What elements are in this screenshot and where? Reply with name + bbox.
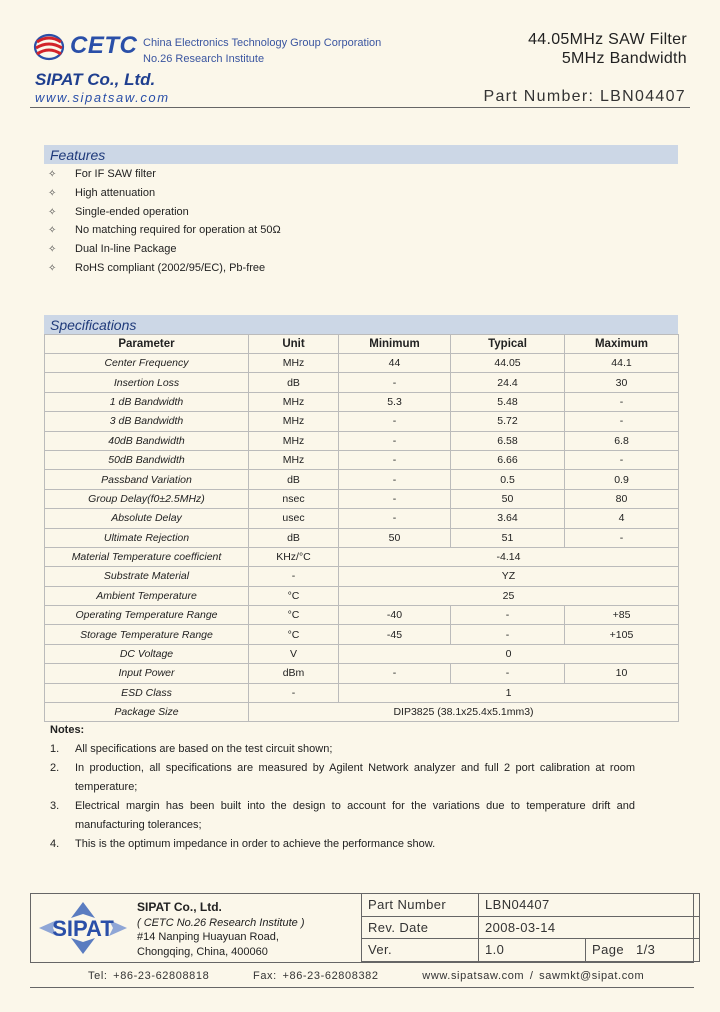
feature-item: ✧ No matching required for operation at 50Ω <box>48 221 281 240</box>
ver-value: 1.0 <box>479 939 586 962</box>
specifications-heading: Specifications <box>44 315 678 334</box>
part-number-label: Part Number <box>362 894 479 917</box>
table-cell: DC Voltage <box>45 644 249 663</box>
table-cell: Package Size <box>45 703 249 722</box>
table-cell: 5.48 <box>451 392 565 411</box>
table-cell: Material Temperature coefficient <box>45 547 249 566</box>
sipat-logo-text: SIPAT <box>52 916 114 941</box>
company-name: SIPAT Co., Ltd. <box>35 70 156 89</box>
fax-number: Fax: +86-23-62808382 <box>253 970 379 982</box>
col-maximum: Maximum <box>565 335 679 354</box>
part-number-header: Part Number: LBN04407 <box>483 88 686 105</box>
table-cell: 0.9 <box>565 470 679 489</box>
table-cell: Passband Variation <box>45 470 249 489</box>
table-cell: °C <box>249 606 339 625</box>
table-row <box>45 664 679 683</box>
website-link[interactable]: www.sipatsaw.com <box>35 90 170 105</box>
table-cell: DIP3825 (38.1x25.4x5.1mm3) <box>249 703 679 722</box>
table-row <box>45 450 679 469</box>
table-row <box>45 606 679 625</box>
table-cell: Center Frequency <box>45 354 249 373</box>
diamond-bullet-icon: ✧ <box>48 244 57 256</box>
ver-label: Ver. <box>362 939 479 962</box>
table-row <box>45 625 679 644</box>
contact-line <box>88 970 644 982</box>
table-cell: Ultimate Rejection <box>45 528 249 547</box>
table-cell: 1 dB Bandwidth <box>45 392 249 411</box>
table-cell: Storage Temperature Range <box>45 625 249 644</box>
table-cell: Operating Temperature Range <box>45 606 249 625</box>
table-cell: Ambient Temperature <box>45 586 249 605</box>
table-cell: 24.4 <box>451 373 565 392</box>
table-cell: Group Delay(f0±2.5MHz) <box>45 489 249 508</box>
page-info: Page 1/3 <box>586 939 700 962</box>
rev-date-label: Rev. Date <box>362 916 479 939</box>
table-row <box>45 489 679 508</box>
tel-number: Tel: +86-23-62808818 <box>88 970 210 982</box>
diamond-bullet-icon: ✧ <box>48 206 57 218</box>
feature-item: ✧ RoHS compliant (2002/95/EC), Pb-free <box>48 259 281 278</box>
table-cell: - <box>339 470 451 489</box>
diamond-bullet-icon: ✧ <box>48 169 57 180</box>
table-row <box>45 528 679 547</box>
table-row <box>45 470 679 489</box>
table-cell: dBm <box>249 664 339 683</box>
table-cell: °C <box>249 625 339 644</box>
table-cell: 6.66 <box>451 450 565 469</box>
table-row <box>45 392 679 411</box>
specifications-table <box>44 334 679 722</box>
note-1: 1. All specifications are based on the test circuit shown; <box>50 743 333 755</box>
table-cell: - <box>339 431 451 450</box>
table-cell: 44.1 <box>565 354 679 373</box>
table-row <box>45 431 679 450</box>
table-cell: 0.5 <box>451 470 565 489</box>
table-cell: - <box>249 683 339 702</box>
table-cell: - <box>249 567 339 586</box>
table-cell: - <box>339 489 451 508</box>
table-cell: +85 <box>565 606 679 625</box>
table-cell: - <box>339 373 451 392</box>
table-cell: - <box>451 664 565 683</box>
table-cell: 25 <box>339 586 679 605</box>
table-cell: - <box>565 528 679 547</box>
feature-item: ✧ Single-ended operation <box>48 203 281 222</box>
table-row <box>45 412 679 431</box>
table-cell: 5.3 <box>339 392 451 411</box>
table-cell: +105 <box>565 625 679 644</box>
table-cell: MHz <box>249 354 339 373</box>
table-cell: dB <box>249 528 339 547</box>
table-cell: 30 <box>565 373 679 392</box>
diamond-bullet-icon: ✧ <box>48 225 57 237</box>
col-unit: Unit <box>249 335 339 354</box>
part-number-value: LBN04407 <box>479 894 700 917</box>
footer-address: SIPAT Co., Ltd. ( CETC No.26 Research Institute ) #14 Nanping Huayuan Road, Chongqing, China, 400060 <box>137 900 305 958</box>
diamond-bullet-icon: ✧ <box>48 187 57 199</box>
header-divider <box>30 107 690 108</box>
table-cell: 50dB Bandwidth <box>45 450 249 469</box>
feature-item: ✧ For IF SAW filter <box>48 165 281 184</box>
feature-item: ✧ Dual In-line Package <box>48 240 281 259</box>
feature-item: ✧ High attenuation <box>48 184 281 203</box>
table-cell: Absolute Delay <box>45 509 249 528</box>
table-cell: 44 <box>339 354 451 373</box>
table-cell: - <box>565 392 679 411</box>
table-cell: °C <box>249 586 339 605</box>
table-cell: 6.58 <box>451 431 565 450</box>
diamond-bullet-icon: ✧ <box>48 262 57 274</box>
table-cell: - <box>339 664 451 683</box>
col-parameter: Parameter <box>45 335 249 354</box>
col-typical: Typical <box>451 335 565 354</box>
table-cell: Substrate Material <box>45 567 249 586</box>
table-cell: Input Power <box>45 664 249 683</box>
table-cell: nsec <box>249 489 339 508</box>
table-row <box>45 373 679 392</box>
table-cell: 6.8 <box>565 431 679 450</box>
footer-divider <box>30 987 694 988</box>
table-cell: - <box>565 450 679 469</box>
table-cell: 50 <box>339 528 451 547</box>
table-cell: - <box>451 606 565 625</box>
table-cell: -40 <box>339 606 451 625</box>
table-cell: MHz <box>249 412 339 431</box>
note-3: 3. Electrical margin has been built into the design to account for the variations due to temperature drift and manufacturing tolerances; <box>50 800 635 831</box>
table-cell: 51 <box>451 528 565 547</box>
table-header-row <box>45 335 679 354</box>
table-row <box>45 683 679 702</box>
table-cell: 50 <box>451 489 565 508</box>
features-list <box>48 165 281 278</box>
table-cell: MHz <box>249 450 339 469</box>
table-cell: V <box>249 644 339 663</box>
features-heading: Features <box>44 145 678 164</box>
web-email[interactable]: www.sipatsaw.com / sawmkt@sipat.com <box>422 970 645 982</box>
table-cell: - <box>565 412 679 431</box>
table-cell: Insertion Loss <box>45 373 249 392</box>
document-info-table <box>361 893 700 962</box>
table-cell: 1 <box>339 683 679 702</box>
table-cell: - <box>451 625 565 644</box>
table-cell: - <box>339 412 451 431</box>
col-minimum: Minimum <box>339 335 451 354</box>
table-cell: 80 <box>565 489 679 508</box>
corporation-name: China Electronics Technology Group Corporation No.26 Research Institute <box>143 37 382 65</box>
sipat-logo-icon <box>35 900 131 956</box>
table-cell: YZ <box>339 567 679 586</box>
table-cell: -45 <box>339 625 451 644</box>
table-cell: ESD Class <box>45 683 249 702</box>
note-2: 2. In production, all specifications are measured by Agilent Network analyzer and full 2 port calibration at room temperature; <box>50 762 635 793</box>
table-row <box>45 354 679 373</box>
table-row <box>45 509 679 528</box>
notes-title: Notes: <box>50 724 85 736</box>
table-cell: - <box>339 450 451 469</box>
table-cell: 4 <box>565 509 679 528</box>
table-cell: dB <box>249 373 339 392</box>
table-cell: 10 <box>565 664 679 683</box>
table-cell: 3.64 <box>451 509 565 528</box>
table-cell: KHz/°C <box>249 547 339 566</box>
table-cell: usec <box>249 509 339 528</box>
table-cell: dB <box>249 470 339 489</box>
table-cell: MHz <box>249 392 339 411</box>
note-4: 4. This is the optimum impedance in order to achieve the performance show. <box>50 838 436 850</box>
table-cell: MHz <box>249 431 339 450</box>
table-cell: 5.72 <box>451 412 565 431</box>
table-cell: 40dB Bandwidth <box>45 431 249 450</box>
table-cell: - <box>339 509 451 528</box>
table-cell: 3 dB Bandwidth <box>45 412 249 431</box>
table-cell: 44.05 <box>451 354 565 373</box>
table-row <box>45 586 679 605</box>
table-cell: -4.14 <box>339 547 679 566</box>
table-cell: 0 <box>339 644 679 663</box>
rev-date-value: 2008-03-14 <box>479 916 700 939</box>
table-row <box>45 547 679 566</box>
table-row <box>45 644 679 663</box>
product-title: 44.05MHz SAW Filter 5MHz Bandwidth <box>528 31 687 67</box>
table-row <box>45 703 679 722</box>
table-row <box>45 567 679 586</box>
cetc-logo-text: CETC <box>70 32 138 59</box>
